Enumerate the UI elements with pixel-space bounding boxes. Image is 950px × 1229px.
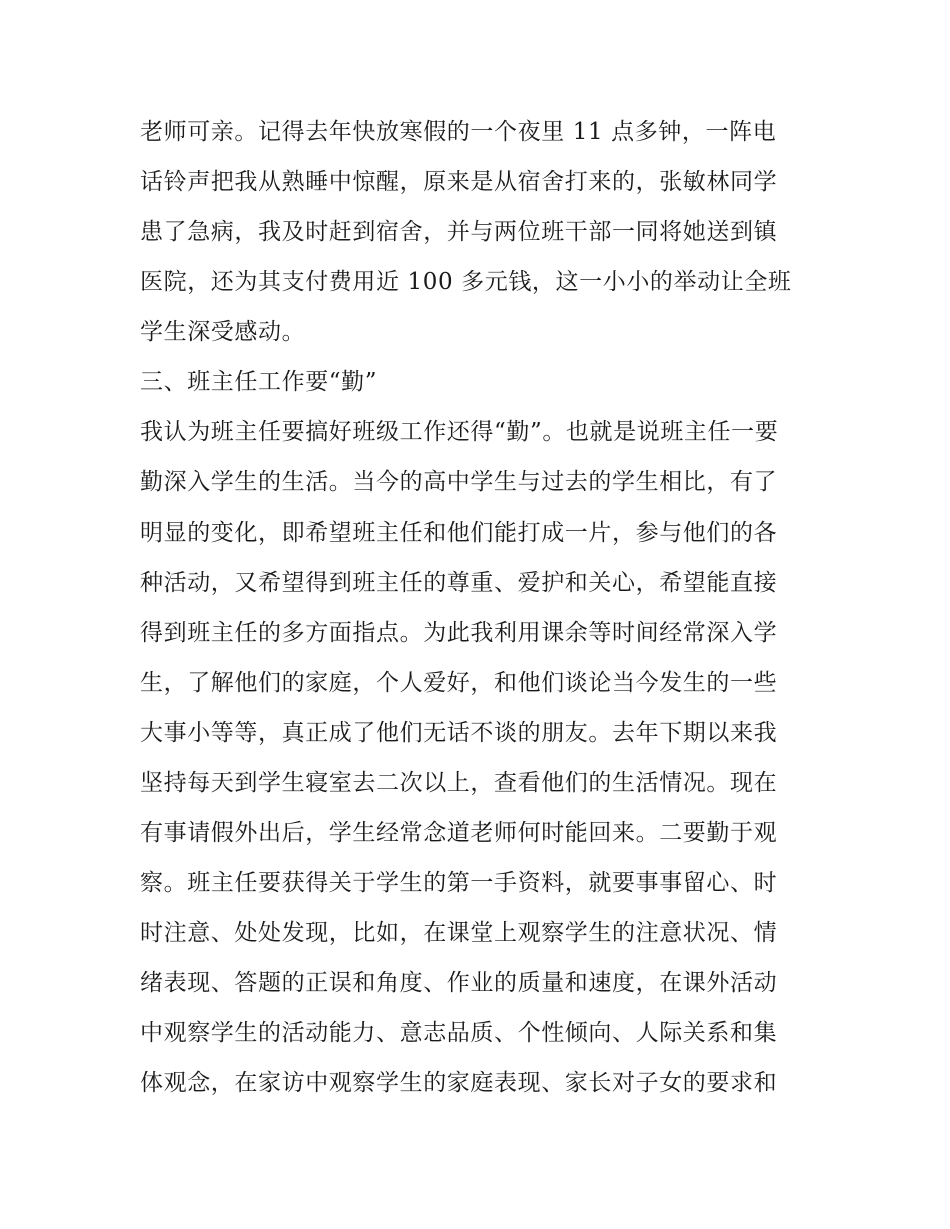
text-line: 察。班主任要获得关于学生的第一手资料，就要事事留心、时 bbox=[140, 870, 778, 896]
text-line: 得到班主任的多方面指点。为此我利用课余等时间经常深入学 bbox=[140, 620, 778, 646]
text-line: 生，了解他们的家庭，个人爱好，和他们谈论当今发生的一些 bbox=[140, 670, 778, 696]
text-line: 时注意、处处发现，比如，在课堂上观察学生的注意状况、情 bbox=[140, 920, 778, 946]
section-heading: 三、班主任工作要“勤” bbox=[140, 369, 378, 395]
text-line: 勤深入学生的生活。当今的高中学生与过去的学生相比，有了 bbox=[140, 469, 778, 495]
text-line: 学生深受感动。 bbox=[140, 319, 306, 345]
text-line: 体观念，在家访中观察学生的家庭表现、家长对子女的要求和 bbox=[140, 1070, 778, 1096]
text-line: 话铃声把我从熟睡中惊醒，原来是从宿舍打来的，张敏林同学 bbox=[140, 169, 778, 195]
text-line: 有事请假外出后，学生经常念道老师何时能回来。二要勤于观 bbox=[140, 820, 778, 846]
text-line: 大事小等等，真正成了他们无话不谈的朋友。去年下期以来我 bbox=[140, 720, 778, 746]
text-line: 我认为班主任要搞好班级工作还得“勤”。也就是说班主任一要 bbox=[140, 419, 779, 445]
text-line: 绪表现、答题的正误和角度、作业的质量和速度，在课外活动 bbox=[140, 970, 778, 996]
text-line: 中观察学生的活动能力、意志品质、个性倾向、人际关系和集 bbox=[140, 1020, 778, 1046]
text-line: 医院，还为其支付费用近 100 多元钱，这一小小的举动让全班 bbox=[140, 269, 792, 295]
text-line: 明显的变化，即希望班主任和他们能打成一片，参与他们的各 bbox=[140, 520, 778, 546]
text-line: 患了急病，我及时赶到宿舍，并与两位班干部一同将她送到镇 bbox=[140, 219, 778, 245]
text-line: 坚持每天到学生寝室去二次以上，查看他们的生活情况。现在 bbox=[140, 770, 778, 796]
text-line: 老师可亲。记得去年快放寒假的一个夜里 11 点多钟，一阵电 bbox=[140, 119, 777, 145]
text-line: 种活动，又希望得到班主任的尊重、爱护和关心，希望能直接 bbox=[140, 570, 778, 596]
